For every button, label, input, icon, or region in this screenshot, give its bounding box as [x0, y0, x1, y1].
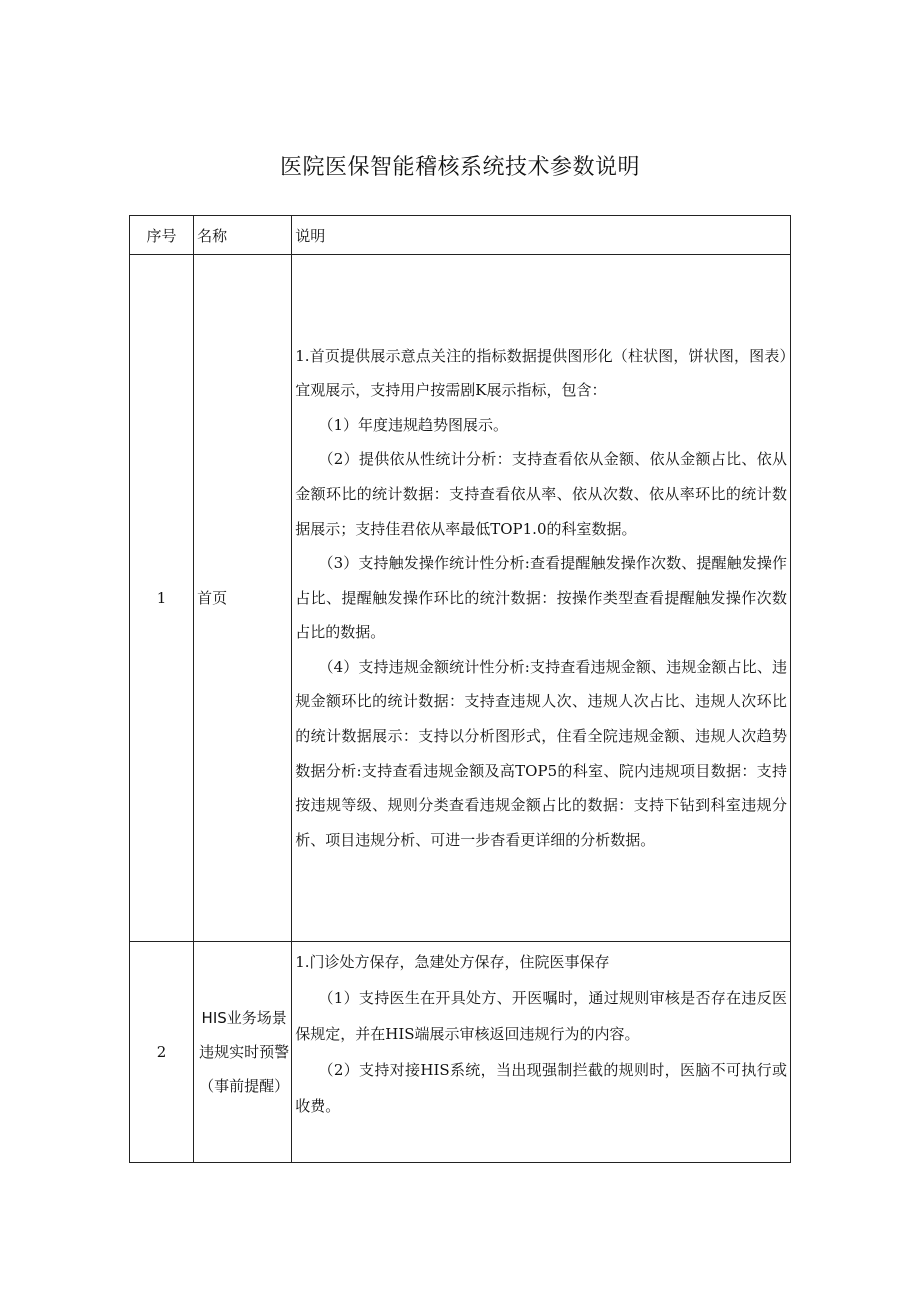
table-row [130, 942, 791, 1163]
row-name: HIS业务场景违规实时预警（事前提醒） [194, 942, 292, 1163]
table-row [130, 255, 791, 942]
document-title: 医院医保智能稽核系统技术参数说明 [279, 155, 640, 180]
row-desc [292, 255, 791, 942]
row-name: 首页 [194, 255, 292, 942]
table-header-row [130, 216, 791, 255]
spec-table [129, 215, 791, 1163]
row-no: 2 [130, 942, 194, 1163]
header-no: 序号 [130, 216, 194, 255]
desc-paragraph: 1.首页提供展示意点关注的指标数据提供图形化（柱状图，饼状图，图表）宜观展示，支持用户按需剧K展示指标，包含： [295, 346, 787, 400]
desc-paragraph: （2）提供依从性统计分析：支持查看依从金额、依从金额占比、依从金额环比的统计数据：支持查看依从率、依从次数、依从率环比的统计数据展示；支持佳君依从率最低TOP1.0的科室数据。 [295, 450, 787, 538]
row-desc [292, 942, 791, 1163]
desc-paragraph: （2）支持对接HIS系统，当出现强制拦截的规则时，医脑不可执行或收费。 [295, 1061, 787, 1115]
desc-paragraph: （1）年度违规趋势图展示。 [318, 415, 509, 434]
header-name: 名称 [194, 216, 292, 255]
desc-paragraph: 1.门诊处方保存，急建处方保存，住院医事保存 [295, 953, 610, 971]
row-no: 1 [130, 255, 194, 942]
desc-paragraph: （3）支持触发操作统计性分析:查看提醒触发操作次数、提醒触发操作占比、提醒触发操作环比的统汁数据：按操作类型查看提醒触发操作次数占比的数据。 [295, 554, 787, 642]
desc-paragraph: （4）支持违规金额统计性分析:支持查看违规金额、违规金额占比、违规金额环比的统计数据：支持查违规人次、违规人次占比、违规人次环比的统计数据展示：支持以分析图形式，住看全院违规金额、违规人次趋势数据分析:支持查看违规金额及高TOP5的科室、院内违规项目数据：支持按违规等级、规则分类查看违规金额占比的数据：支持下钻到科室违规分析、项目违规分析、可进一步杳看更详细的分析数据。 [295, 657, 787, 849]
desc-paragraph: （1）支持医生在开具处方、开医嘱时，通过规则审核是否存在违反医保规定，并在HIS端展示审核返回违规行为的内容。 [295, 989, 787, 1043]
header-desc: 说明 [292, 216, 791, 255]
